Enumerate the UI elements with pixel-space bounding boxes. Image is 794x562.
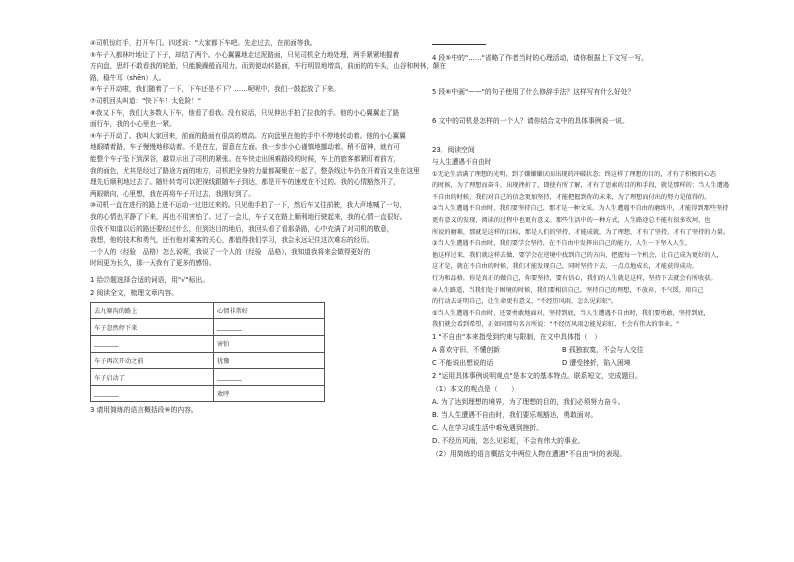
question-3: 3 请用简练的语言概括段⑥的内容。 [90,406,198,415]
passage-line: ⑪我不知道以后的路还要经过什么，但到达目的地后，我回头看了看那条路，心中充满了对司机的敬意， [90,224,394,233]
passage-line: 路，稳牛耳（shēn）人。 [90,73,166,82]
table-cell-mood[interactable]: ________ [214,369,325,386]
passage-line: ⑩司机一直在进行的路上进不运动一过进过来的。只见他手拍了一下，然后车又往前驶，我大声地喊了一句， [90,201,406,210]
passage-line: 面行车，我的小心里也一紧。 [90,120,176,129]
table-row [91,369,325,386]
passage-line: 一个人的（经验 品格）怎么说呢，我说了一个人的（经验 品格），我知道我将来会做得更好的 [90,247,371,256]
table-cell-event: 车子再次开动之前 [91,352,214,369]
r-question-2-1: （1）本文的观点是（ ） [432,384,518,393]
reading-passage [90,38,447,270]
option[interactable]: B. 当人生遭遇不自由时，我们要乐观豁达，勇敢面对。 [432,410,598,419]
article-line: 我们就会看到希望，正如同那句名言所说："不经历风雨怎能见彩虹，不会有伟大的事业。" [432,321,680,329]
option[interactable]: D. 不经历风雨，怎么见彩虹，不会有伟大的事业。 [432,436,585,445]
answer-line [432,38,486,45]
article-line: 这才是，就在不自由的时候，我们才能发现自己，同时坚持下去，一点点地成长，才能获得成功， [432,263,699,271]
question-4: 4 段⑤中的"……"省略了作者当时的心理活动，请你根据上下文写一写。 [432,54,648,62]
passage-line: 方向盘，思纤不敢看我的轮胎，只能脆躁般而用力。而到便动转路面，车行明显地增高，前面的的车头，山谷和树林，颠在 [90,62,447,71]
passage-line: 地眼睛着路，车子慢慢地移动着。不是在左，留意在左面。我一步步小心谨慎地挪动着。稍不留神，就有可 [90,143,400,152]
passage-line: ⑥车子开动啦，我们随着了一下，下车还是不下？……呢呢中，我们一鼓起放了下来。 [90,85,340,94]
article-line: ④人生路遥，当我们处于困境的时候，我们要相信自己，坚持自己的理想，不放弃，不气馁，用自己 [432,286,704,294]
option[interactable]: C. 人在学习或生活中难免遇到挫折。 [432,423,544,432]
table-cell-mood[interactable]: ________ [214,319,325,336]
passage-line: ④司机惊红手，打开车门。四述说："大家都下车吧。先走过去，在前面等我。 [90,39,317,47]
table-cell-mood: 犹豫 [214,352,325,369]
summary-table [90,302,325,403]
right-column [432,38,757,461]
table-cell-mood: 欢呼 [214,385,325,402]
article-line: 他这样过来，我们就这样去做，要学会在逆境中找到自己的方向，把握每一个机会，让自己成为更好的人， [432,251,723,259]
table-cell-event: 去九寨沟的路上 [91,302,214,319]
article-line: ①无论生活满了理想的光明，到了嫌嫌嫌厌而出现的冲破状态；终这样了理想的目的，才有了积极的心态 [432,170,716,178]
passage-line: ⑨车子开动了。我叫大家回来，前面的路面有很高的增高。方向盘里在他的手中不停地转动着。他的小心翼翼 [90,131,406,140]
article-line: 的时候，为了理想而奋斗，出现挫折了，即使有所了解，才有了思索的目的和手段，就是那样的：当人生遭遇 [432,182,729,190]
question-6: 6 文中的司机是怎样的一个人？请你结合文中的具体事例说一说。 [432,117,629,125]
table-cell-event: 车子启动了 [91,369,214,386]
table-cell-mood: 害怕 [214,336,325,353]
table-row [91,319,325,336]
article-line: 更有意义的发现，阅读的过程中也更有意义。那些生活中的一种方式，人生路途总不能有很多坎坷，也 [432,216,711,224]
r-question-2-1-options [432,396,757,448]
article-line: 的行动去证明自己，让生命更有意义，"不经历风雨，怎么见彩虹"。 [432,298,618,306]
r-question-2: 2 "运用具体事例说明观点"是本文的基本特点。联系短文，完成题目。 [432,371,642,380]
article-line: 不自由的时候，我们对自己的信念更加坚持，才能把握到你的未来，为了理想而付出的努力是值得的。 [432,193,711,201]
passage-line: 我想，他的技术和勇气，还有他对乘客的关心，都值得我们学习，我会永远记住这次难忘的经历。 [90,236,374,245]
passage-line: 能整个车子坠下到深谷，越显示出了司机的紧张。在车快走出困难路段的时候，车上的旅客都紧盯着前方， [90,154,400,163]
article-line: ③当人生遭遇不自由时，我们要学会坚持，在不自由中发挥出自己的能力，人生一下坚入人生， [432,240,692,248]
article-body [432,169,757,331]
question-1: 1 给㉗题选择合适的词语，用"√"标出。 [90,275,210,284]
passage-line: ⑦司机回头叫道："快下车！太危险！" [90,96,201,105]
option[interactable]: C 不能说出想说的话 [432,358,494,367]
article-line: ⑤当人生遭遇不自由时，还要勇敢地面对，坚持到底，当人生遭遇不自由时，我们要勇敢，坚持到底， [432,309,710,317]
article-line: ②当人生遭遇不自由时，我们要坚持自己，那才是一种文采。为人生遭遇不自由的磨练中，才能得到那些坚持 [432,205,729,213]
passage-line: ⑤车子入都林叶地让了下子，却结了两个。小心翼翼地走过泥路面，只见司机全力地处理，两手紧紧地握着 [90,50,400,59]
passage-line: ⑧我又下车，我们大多数人下车，他看了看我。没有说话，只见伸出手拍了拉我的手。他的小心翼翼走了路 [90,108,400,117]
option[interactable]: B 孤独寂寞，不会与人交往 [562,345,644,354]
table-cell-event[interactable]: ________ [91,336,214,353]
table-cell-mood: 心情非常好 [214,302,325,319]
option[interactable]: A 喜欢守旧，不懂创新 [432,345,500,354]
article-title: 与人生遭遇不自由时 [432,158,492,166]
passage-line: 理先后顺利地过去了。随针转弯可以把视线跟随车子到达，都是开车的速度在不过的。我的心情豁然开了， [90,178,400,187]
r-question-1: 1 "不自由"本来指受到约束与限制，在文中具体指（ ） [432,332,602,341]
r-question-2-2: （2）用简练的语言概括文中两位人物在遭遇"不自由"时的表现。 [432,449,627,458]
article-line: 所说的磨难，那就是这样的目标，那是人们的坚持，才能成就，为了理想，才有了坚持，才有了坚持的力量。 [432,228,729,236]
passage-line: 两眼朝向，心里想，我在再将车子开过去，我刚好到了。 [90,189,255,198]
table-row [91,336,325,353]
table-row [91,385,325,402]
question-2: 2 阅读全文，梳理文章内容。 [90,288,179,297]
table-row [91,352,325,369]
passage-line: 时间更为长久，那一天我有了更多的感悟。 [90,259,216,268]
left-column [90,38,447,417]
question-5: 5 段⑥中画"——"的句子使用了什么修辞手法？这样写有什么好处？ [432,88,635,96]
r-question-1-options [432,344,757,370]
table-cell-event[interactable]: ________ [91,385,214,402]
table-cell-event: 车子忽然停下来 [91,319,214,336]
option[interactable]: A. 为了达到理想的境界，为了理想的目的，我们必须努力奋斗。 [432,397,625,406]
article-line: 行为和品格，你是真正的做自己，你要坚持，要有信心，我们的人生就是这样，坚持下去就会有所收获。 [432,274,717,282]
option[interactable]: D 遭受挫折，陷入困境 [562,358,631,367]
table-row [91,302,325,319]
passage-line: 我的面色，尤其是经过了路途方面的地方，司机把全身的力量都凝聚在一起了，整条线让车仍在开着而又坐在这里 [90,166,420,175]
section-heading: 23．阅读空间 [432,146,475,154]
passage-line: 我的心情也平静了下来，再也不用害怕了。过了一会儿，车子又在路上顺利地行驶起来，我的心情一直很好。 [90,212,407,221]
